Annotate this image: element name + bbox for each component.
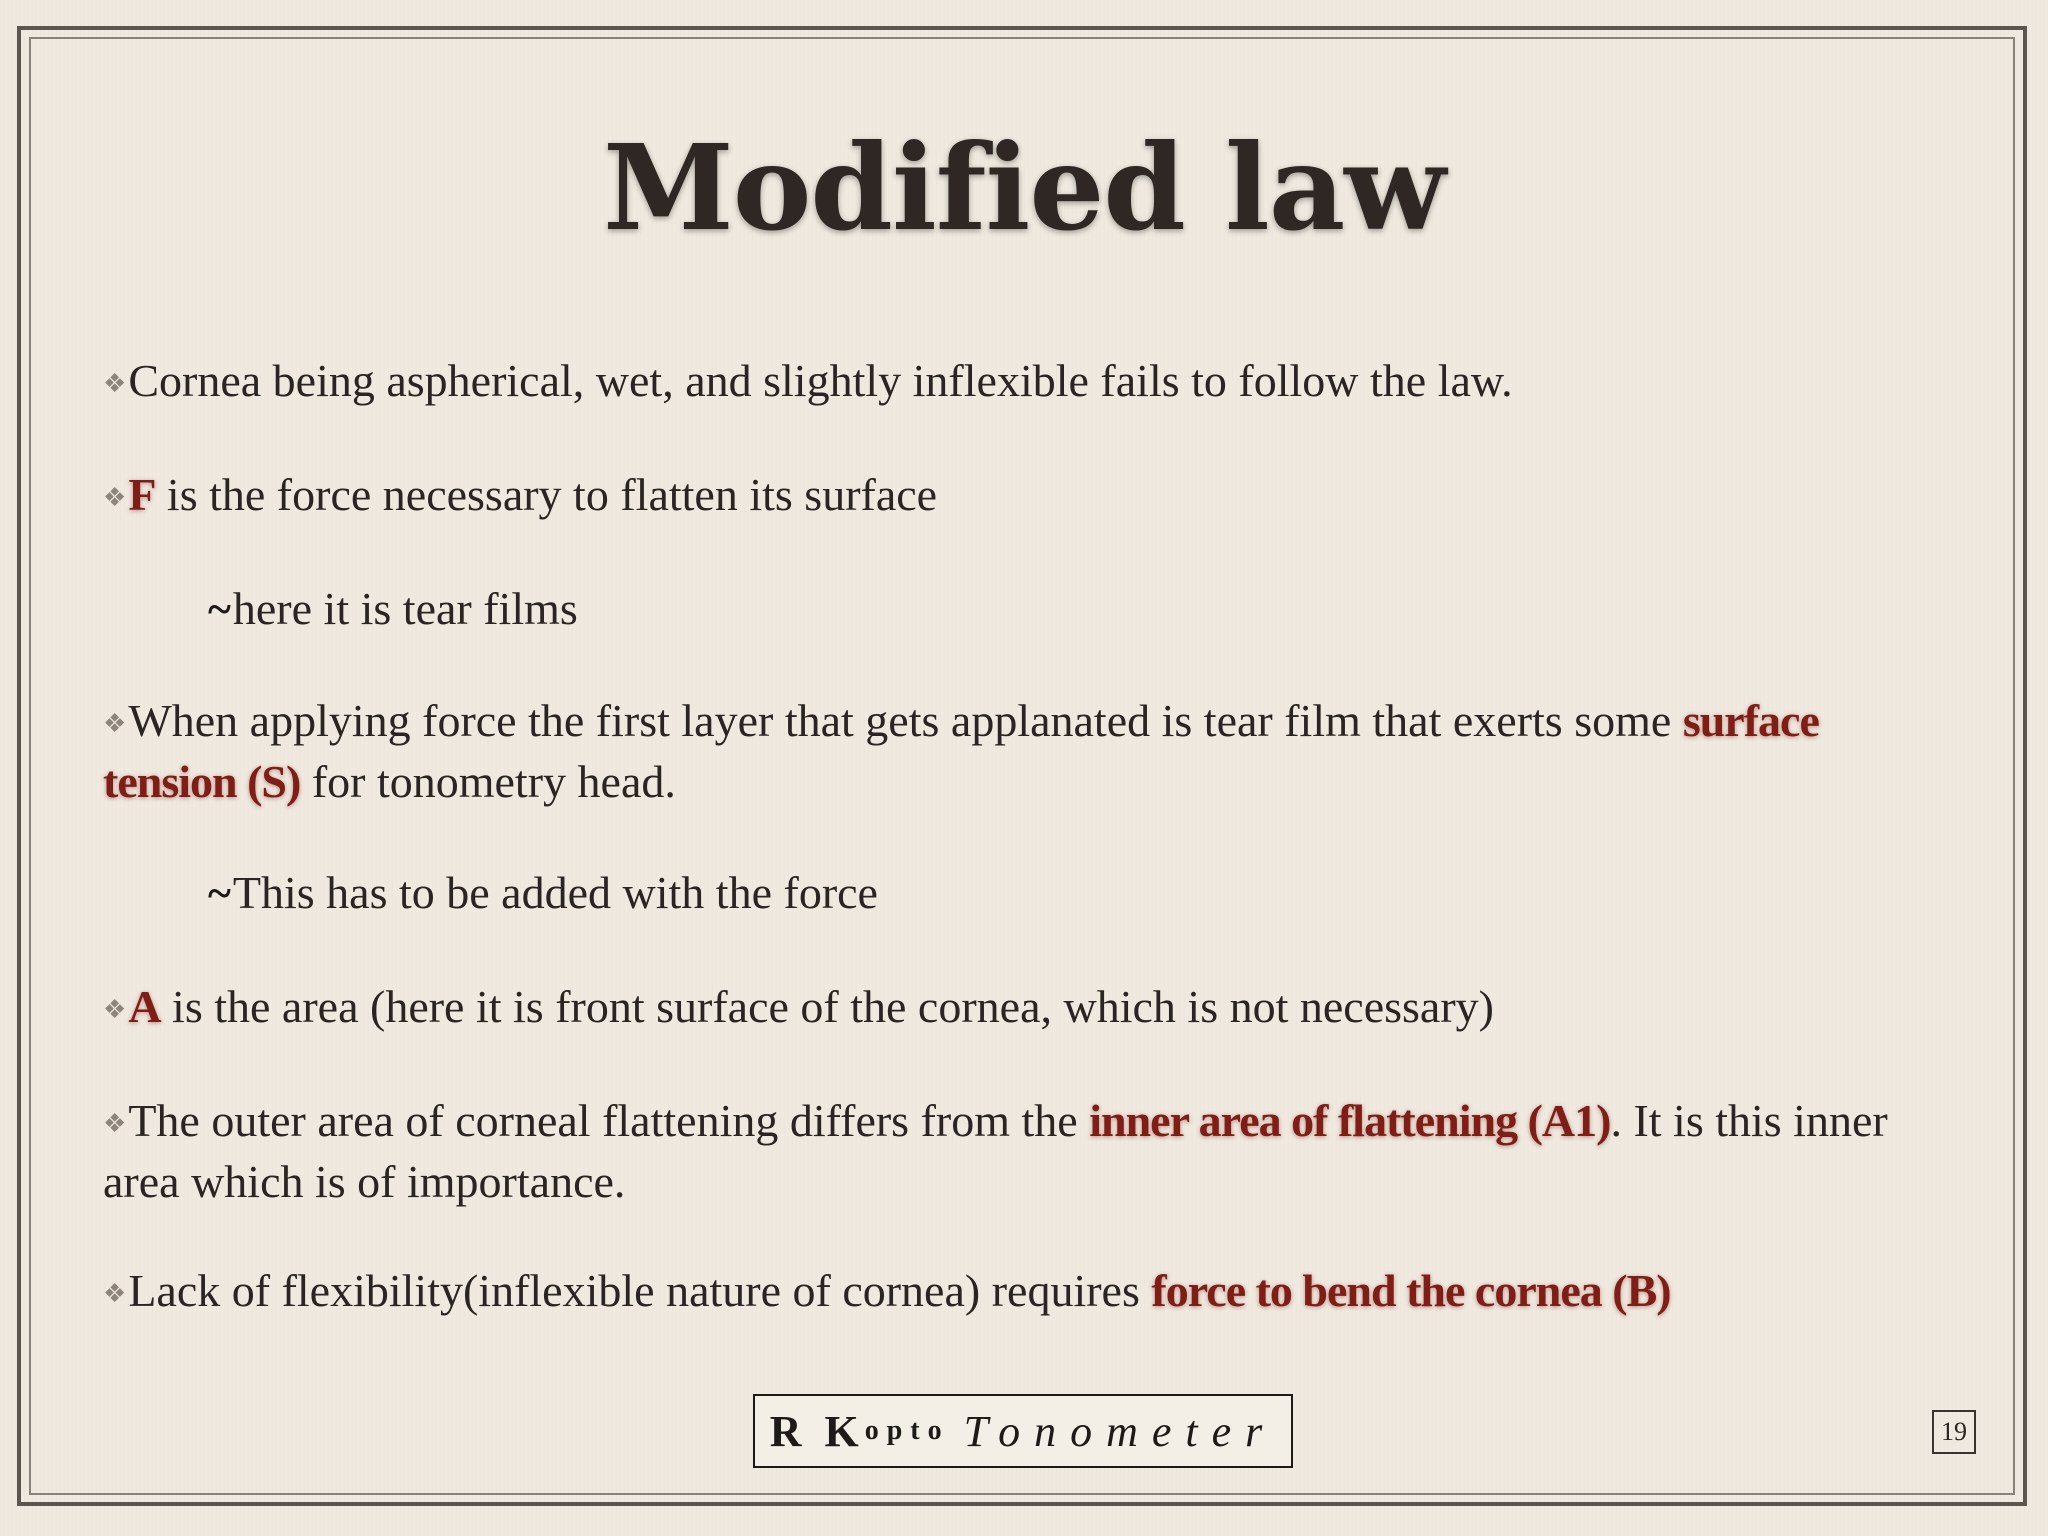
item-text: The outer area of corneal flattening differs from the xyxy=(128,1095,1090,1146)
slide-title: Modified law xyxy=(603,118,1445,257)
bullet-item xyxy=(103,1262,1963,1323)
diamond-bullet-icon: ❖ xyxy=(103,709,127,738)
tilde-bullet-icon: ~ xyxy=(208,585,231,634)
item-text: for tonometry head. xyxy=(300,756,676,807)
footer-tonometer: Tonometer xyxy=(963,1406,1277,1456)
item-text: Cornea being aspherical, wet, and slightly inflexible fails to follow the law. xyxy=(128,355,1513,406)
highlight-term: surface tension (S) xyxy=(103,695,1819,807)
item-text: This has to be added with the force xyxy=(232,867,878,918)
page-number: 19 xyxy=(1932,1410,1976,1454)
footer-rk: R K xyxy=(769,1406,865,1456)
highlight-term: force to bend the cornea (B) xyxy=(1151,1265,1671,1316)
item-text: is the force necessary to flatten its surface xyxy=(155,469,938,520)
bullet-item xyxy=(103,466,1963,527)
diamond-bullet-icon: ❖ xyxy=(103,369,127,398)
highlight-term: F xyxy=(128,469,156,520)
highlight-term: A xyxy=(128,981,161,1032)
diamond-bullet-icon: ❖ xyxy=(103,1279,127,1308)
item-text: . It is this inner area which is of importance. xyxy=(103,1095,1888,1207)
tilde-bullet-icon: ~ xyxy=(208,869,231,918)
footer-opto: opto xyxy=(864,1415,950,1446)
item-text: is the area (here it is front surface of the cornea, which is not necessary) xyxy=(160,981,1494,1032)
sub-bullet-item xyxy=(208,580,2048,639)
footer-logo xyxy=(753,1394,1293,1468)
bullet-item xyxy=(103,692,1883,811)
diamond-bullet-icon: ❖ xyxy=(103,1109,127,1138)
highlight-term: inner area of flattening (A1) xyxy=(1089,1095,1611,1146)
item-text: When applying force the first layer that gets applanated is tear film that exerts some xyxy=(128,695,1683,746)
diamond-bullet-icon: ❖ xyxy=(103,483,127,512)
sub-bullet-item xyxy=(208,864,2048,923)
bullet-item xyxy=(103,1092,1903,1211)
item-text: here it is tear films xyxy=(232,583,578,634)
bullet-item xyxy=(103,978,1963,1039)
item-text: Lack of flexibility(inflexible nature of cornea) requires xyxy=(128,1265,1152,1316)
bullet-item xyxy=(103,352,1963,413)
diamond-bullet-icon: ❖ xyxy=(103,995,127,1024)
